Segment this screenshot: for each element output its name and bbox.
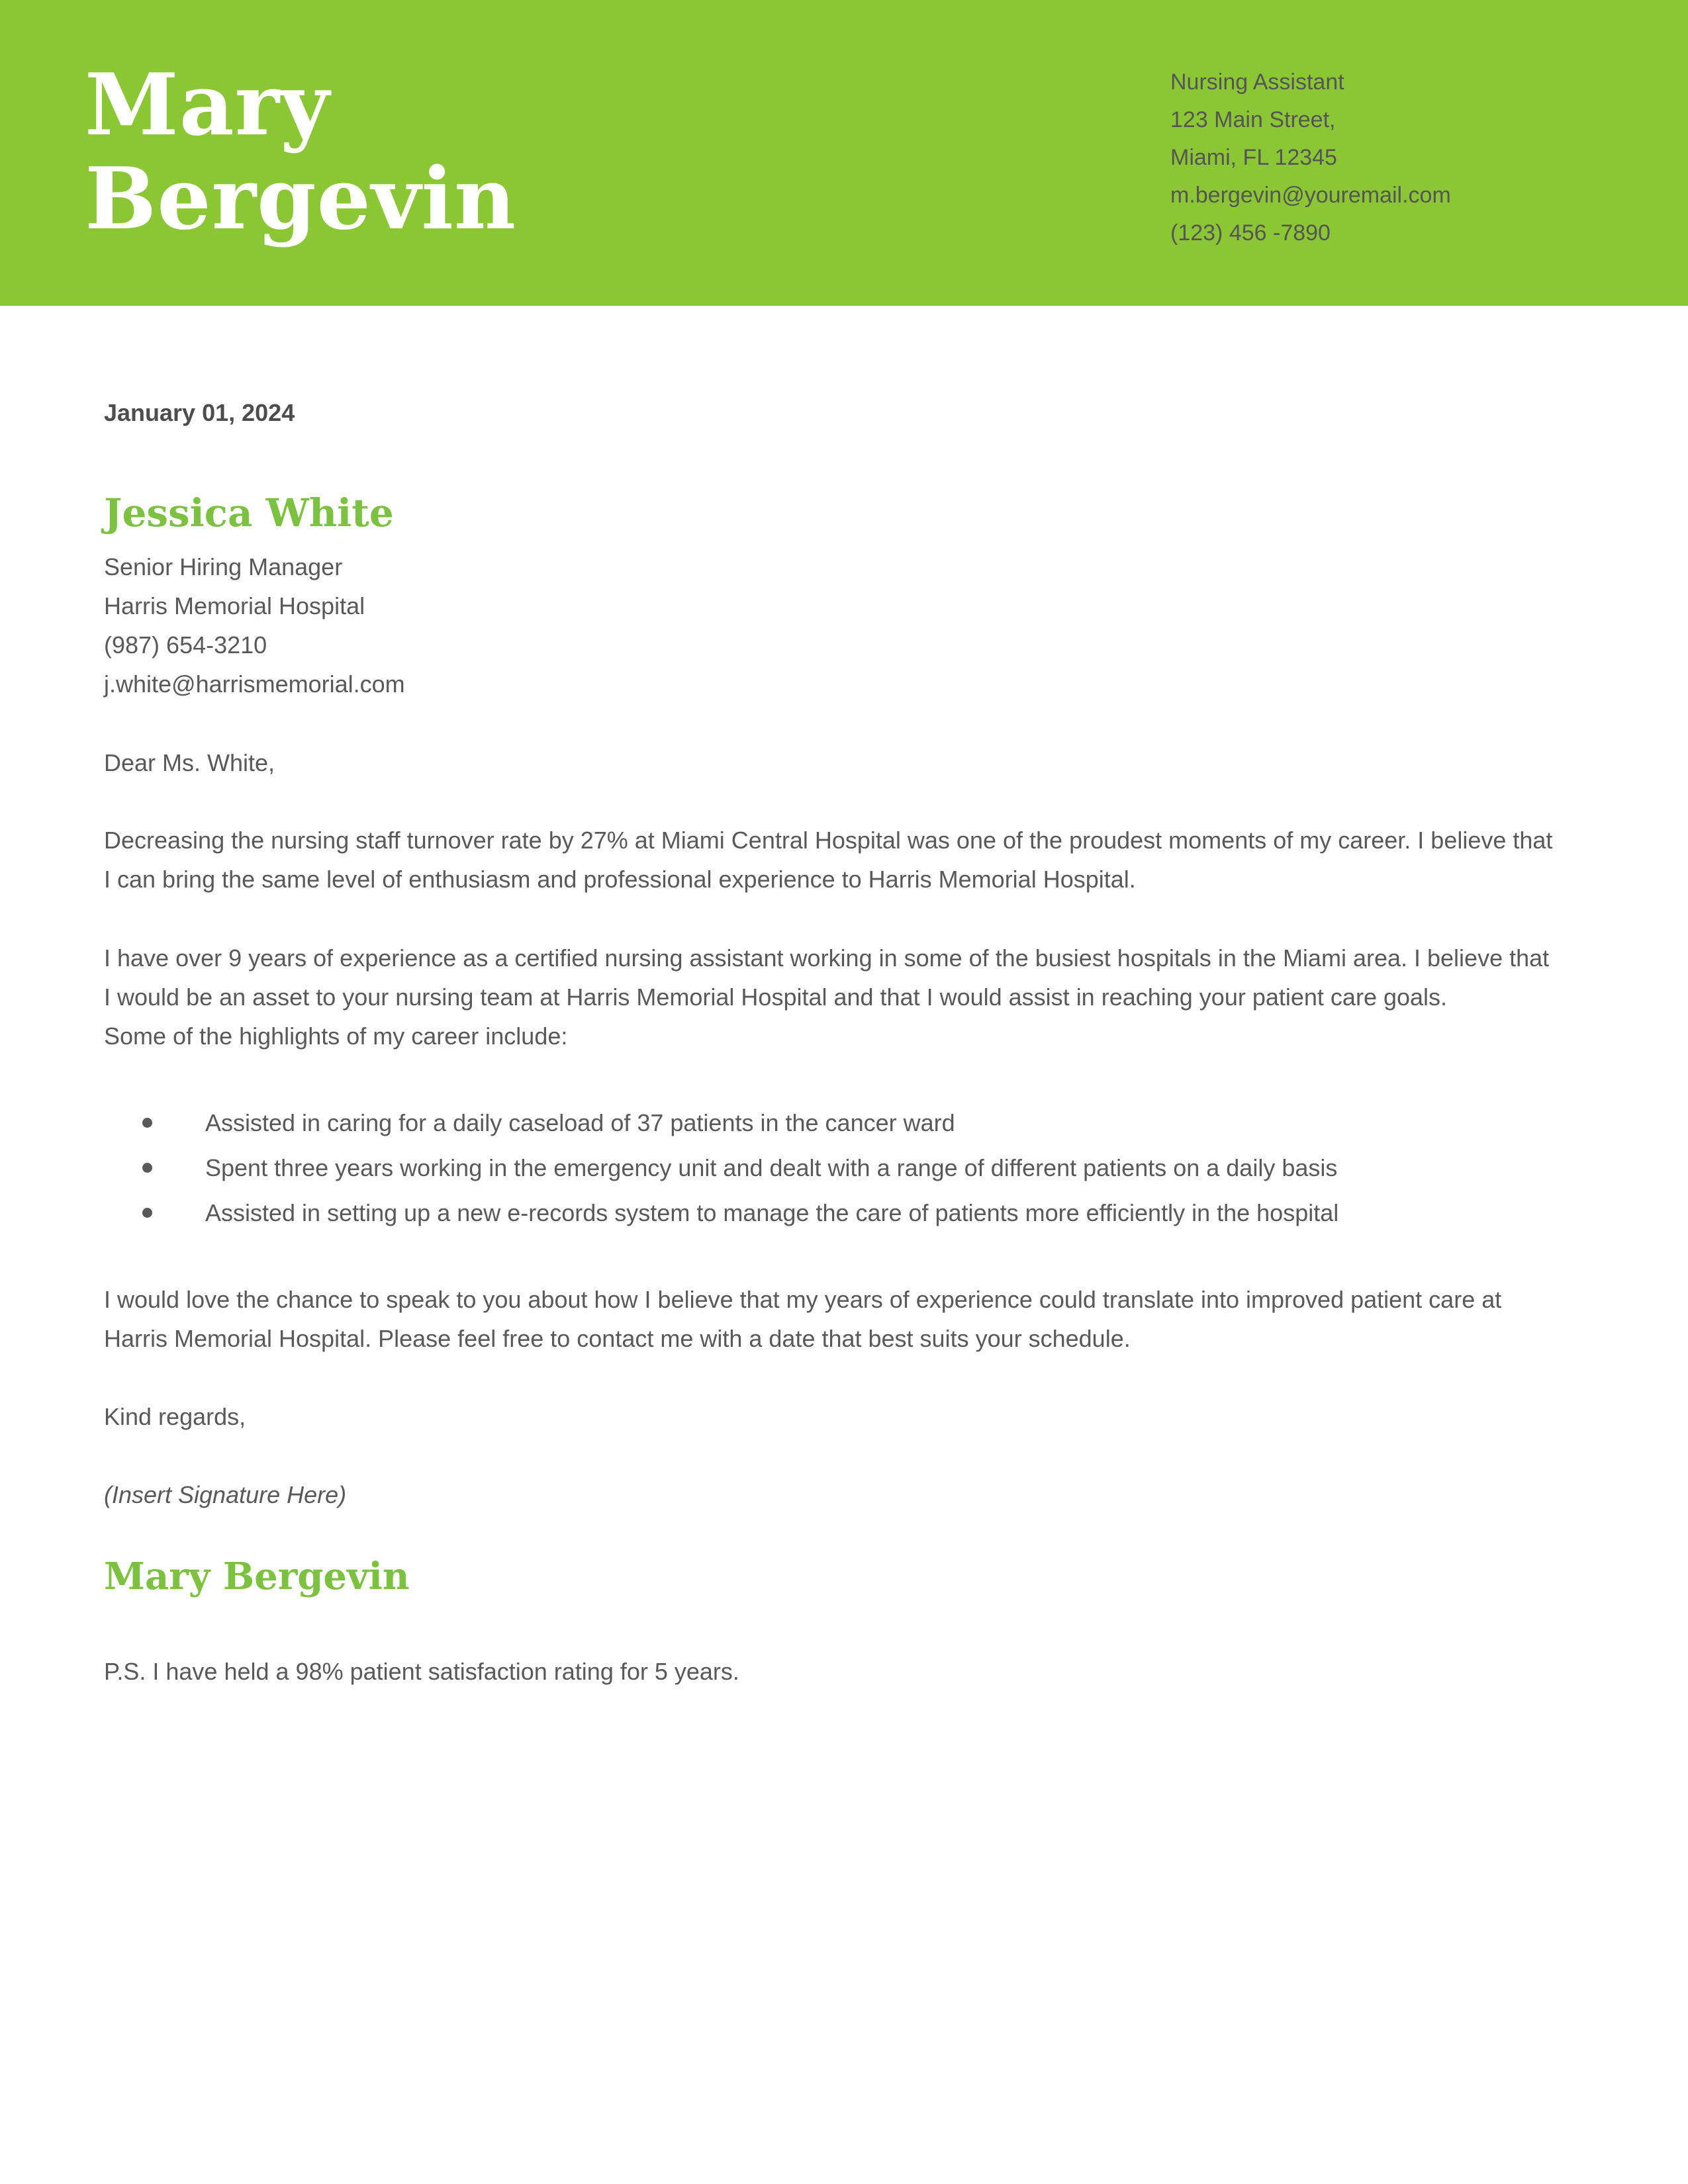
applicant-address-line1: 123 Main Street,: [1170, 107, 1336, 132]
list-item: Assisted in setting up a new e-records system to manage the care of patients more efficiently in the hospital: [104, 1193, 1560, 1232]
recipient-title: Senior Hiring Manager: [104, 553, 343, 580]
applicant-contact-block: [1170, 64, 1451, 252]
body-paragraph-1: Decreasing the nursing staff turnover rate by 27% at Miami Central Hospital was one of the proudest moments of my career. I believe that I can bring the same level of enthusiasm and professional experience to Harris Memorial Hospital.: [104, 827, 1553, 893]
body-paragraph-2-lead-in: Some of the highlights of my career include:: [104, 1023, 568, 1050]
applicant-phone: (123) 456 -7890: [1170, 220, 1331, 246]
signature-placeholder: (Insert Signature Here): [104, 1481, 347, 1508]
body-paragraph-2: [104, 938, 1560, 1056]
applicant-first-name: Mary: [85, 56, 330, 155]
recipient-name: Jessica White: [104, 490, 394, 535]
salutation: Dear Ms. White,: [104, 749, 275, 776]
applicant-address-line2: Miami, FL 12345: [1170, 145, 1337, 170]
header-band: [0, 0, 1688, 306]
letter-date: January 01, 2024: [104, 399, 295, 426]
applicant-email: m.bergevin@youremail.com: [1170, 183, 1451, 208]
recipient-email: j.white@harrismemorial.com: [104, 670, 405, 698]
applicant-role: Nursing Assistant: [1170, 69, 1344, 95]
body-paragraph-2-text: I have over 9 years of experience as a certified nursing assistant working in some of the busiest hospitals in the Miami area. I believe that I would be an asset to your nursing team at Harris Memorial Hospital and that I would assist in reaching your patient care goals.: [104, 944, 1550, 1011]
body-paragraph-3: I would love the chance to speak to you about how I believe that my years of experience could translate into improved patient care at Harris Memorial Hospital. Please feel free to contact me with a date that best suits your schedule.: [104, 1286, 1502, 1352]
postscript: P.S. I have held a 98% patient satisfaction rating for 5 years.: [104, 1658, 739, 1685]
recipient-company: Harris Memorial Hospital: [104, 592, 365, 619]
applicant-last-name: Bergevin: [85, 150, 517, 249]
letter-content: [104, 306, 1560, 1691]
applicant-name: [85, 56, 517, 249]
highlights-list: [104, 1103, 1560, 1232]
list-item: Spent three years working in the emergency unit and dealt with a range of different patients on a daily basis: [104, 1148, 1560, 1187]
recipient-details: [104, 547, 1560, 704]
list-item: Assisted in caring for a daily caseload of 37 patients in the cancer ward: [104, 1103, 1560, 1142]
signature-name: Mary Bergevin: [104, 1555, 410, 1598]
valediction: Kind regards,: [104, 1403, 246, 1430]
recipient-phone: (987) 654-3210: [104, 631, 267, 659]
